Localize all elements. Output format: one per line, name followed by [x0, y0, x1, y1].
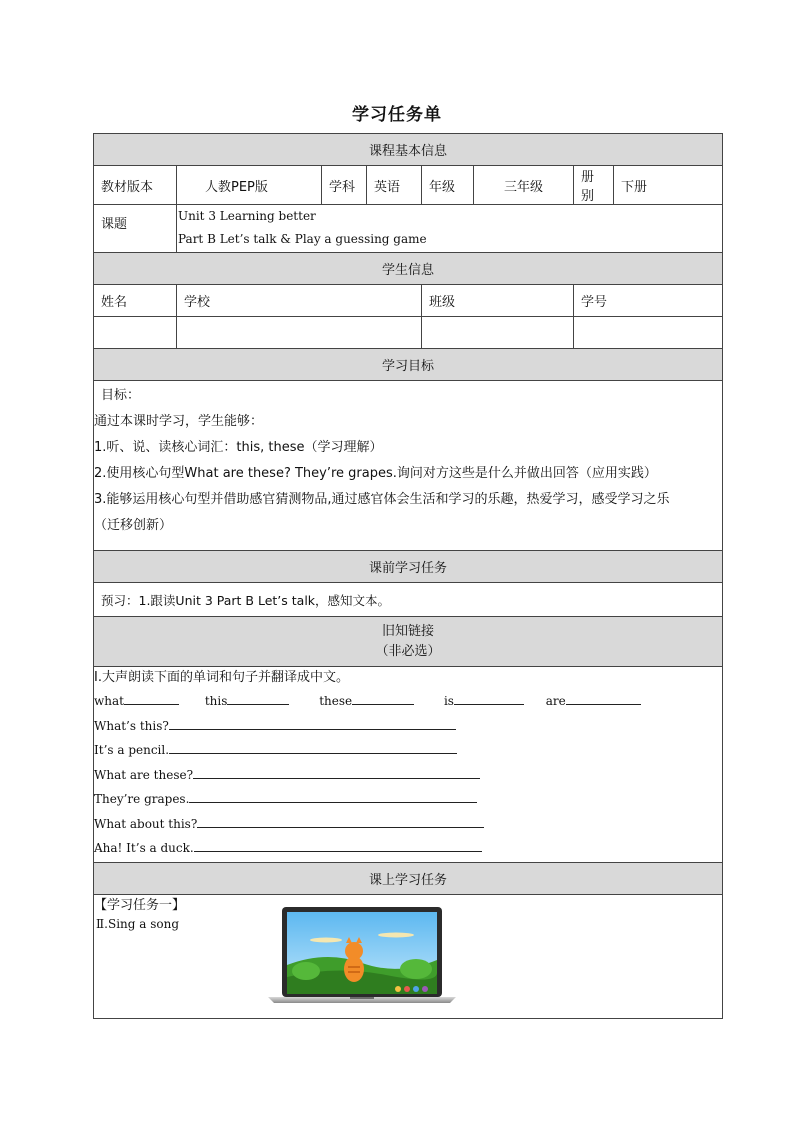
goal-item-3: 3.能够运用核心句型并借助感官猜测物品,通过感官体会生活和学习的乐趣，热爱学习，感受学习之乐: [94, 492, 670, 507]
section-header-inclass: 课上学习任务: [94, 863, 723, 895]
section-header-student-info: 学生信息: [94, 253, 723, 285]
grade-value: 三年级: [474, 166, 574, 205]
school-label: 学校: [177, 285, 422, 317]
grade-label: 年级: [422, 166, 474, 205]
sentence-6: Aha! It’s a duck.: [94, 841, 194, 855]
edition-value: 人教PEP版: [177, 166, 322, 205]
preclass-task: 预习：1.跟读Unit 3 Part B Let’s talk，感知文本。: [94, 583, 723, 617]
topic-line-1: Unit 3 Learning better: [178, 209, 316, 223]
word-what: what: [94, 694, 124, 708]
volume-label: 册别: [574, 166, 614, 205]
subject-value: 英语: [367, 166, 422, 205]
blank-what[interactable]: [124, 692, 179, 705]
word-are: are: [545, 694, 566, 708]
subject-label: 学科: [322, 166, 367, 205]
section-header-goals: 学习目标: [94, 349, 723, 381]
task-title: 【学习任务一】: [94, 898, 186, 913]
sentence-blank-4[interactable]: [189, 790, 477, 803]
task-item-sing-song: Ⅱ.Sing a song: [96, 917, 180, 931]
review-words-row: [94, 689, 722, 714]
sentence-4: They’re grapes.: [94, 792, 190, 806]
name-label: 姓名: [94, 285, 177, 317]
document-title: 学习任务单: [352, 105, 442, 125]
sentence-blank-5[interactable]: [197, 815, 484, 828]
student-id-label: 学号: [574, 285, 723, 317]
edition-label: 教材版本: [94, 166, 177, 205]
goal-item-2: 2.使用核心句型What are these? They’re grapes.询问对方这些是什么并做出回答（应用实践）: [94, 466, 657, 481]
class-field[interactable]: [422, 317, 574, 349]
sentence-row: [94, 738, 722, 763]
sentence-row: [94, 812, 722, 837]
goal-item-1: 1.听、说、读核心词汇：this, these（学习理解）: [94, 440, 383, 455]
class-label: 班级: [422, 285, 574, 317]
sentence-row: [94, 714, 722, 739]
sentence-blank-1[interactable]: [169, 717, 456, 730]
worksheet-table: [93, 133, 723, 1019]
section-header-basic-info: 课程基本信息: [94, 134, 723, 166]
word-is: is: [443, 694, 454, 708]
sentence-3: What are these?: [94, 767, 194, 782]
sentence-blank-3[interactable]: [193, 766, 480, 779]
sentence-blank-2[interactable]: [169, 741, 457, 754]
school-field[interactable]: [177, 317, 422, 349]
sentence-row: [94, 836, 722, 861]
blank-are[interactable]: [566, 692, 641, 705]
goals-lead: 通过本课时学习，学生能够：: [94, 414, 264, 429]
blank-this[interactable]: [227, 692, 289, 705]
song-video-laptop-image[interactable]: [266, 905, 458, 1005]
section-header-review: 旧知链接: [382, 623, 435, 639]
volume-value: 下册: [614, 166, 723, 205]
sentence-row: [94, 763, 722, 788]
word-these: these: [319, 694, 353, 708]
review-instruction: I.大声朗读下面的单词和句子并翻译成中文。: [94, 670, 349, 685]
student-id-field[interactable]: [574, 317, 723, 349]
sentence-5: What about this?: [94, 816, 198, 831]
blank-these[interactable]: [352, 692, 414, 705]
goals-intro: 目标：: [101, 388, 141, 403]
blank-is[interactable]: [454, 692, 524, 705]
sentence-1: What’s this?: [94, 718, 169, 733]
name-field[interactable]: [94, 317, 177, 349]
goal-item-3-cont: （迁移创新）: [94, 518, 173, 533]
sentence-2: It’s a pencil.: [94, 743, 170, 757]
sentence-blank-6[interactable]: [194, 839, 482, 852]
section-header-review-note: （非必选）: [375, 643, 441, 659]
section-header-preclass: 课前学习任务: [94, 551, 723, 583]
topic-label: 课题: [94, 205, 177, 253]
topic-line-2: Part B Let’s talk & Play a guessing game: [178, 232, 427, 246]
word-this: this: [204, 694, 228, 708]
sentence-row: [94, 787, 722, 812]
